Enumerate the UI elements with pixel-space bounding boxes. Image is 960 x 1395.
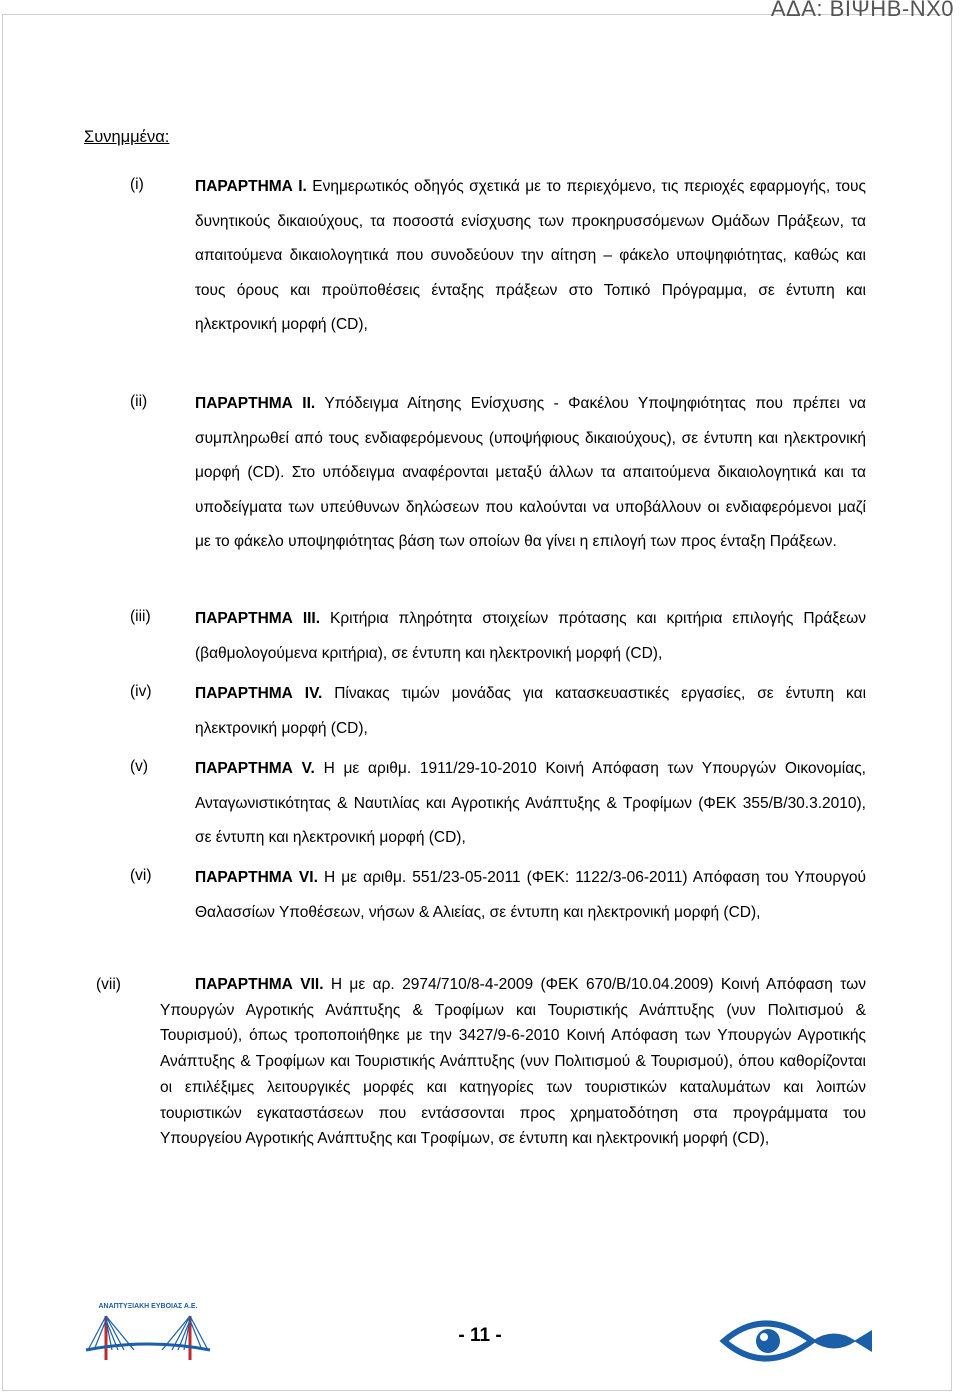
appendix-item-vi: [195, 861, 866, 930]
eye-icon: [724, 1324, 872, 1359]
appendix-description: Πίνακας τιμών μονάδας για κατασκευαστικές εργασίες, σε έντυπη και ηλεκτρονική μορφή (CD),: [195, 685, 867, 737]
logo-text: ΑΝΑΠΤΥΞΙΑΚΗ ΕΥΒΟΙΑΣ Α.Ε.: [98, 1303, 198, 1310]
appendix-item-iii: [195, 602, 866, 671]
item-number-iii: (iii): [130, 608, 151, 625]
item-number-iv: (iv): [130, 683, 152, 700]
appendix-description: Η με αριθμ. 1911/29-10-2010 Κοινή Απόφαση των Υπουργών Οικονομίας, Ανταγωνιστικότητας & Ναυτιλίας και Αγροτικής Ανάπτυξης & Τροφίμων (ΦΕΚ 355/Β/30.3.2010), σε έντυπη και ηλεκτρονική μορφή (CD),: [195, 760, 866, 847]
appendix-label: ΠΑΡΑΡΤΗΜΑ VΙΙ.: [195, 976, 324, 993]
item-number-ii: (ii): [130, 393, 148, 410]
appendix-item-i: [195, 170, 866, 343]
ada-code: ΑΔΑ: ΒΙΨΗΒ-ΝΧ0: [770, 0, 954, 21]
eye-logo: [716, 1308, 874, 1374]
item-number-i: (i): [130, 176, 144, 193]
item-number-vii: (vii): [96, 976, 121, 993]
appendix-label: ΠΑΡΑΡΤΗΜΑ ΙV.: [195, 685, 323, 702]
appendix-description: Κριτήρια πληρότητα στοιχείων πρότασης και κριτήρια επιλογής Πράξεων (βαθμολογούμενα κριτήρια), σε έντυπη και ηλεκτρονική μορφή (CD),: [195, 610, 867, 662]
appendix-item-ii: [195, 387, 866, 560]
item-number-v: (v): [130, 758, 149, 775]
appendix-label: ΠΑΡΑΡΤΗΜΑ VΙ.: [195, 869, 318, 886]
appendix-description: Η με αριθμ. 551/23-05-2011 (ΦΕΚ: 1122/3-06-2011) Απόφαση του Υπουργού Θαλασσίων Υποθέσεων, νήσων & Αλιείας, σε έντυπη και ηλεκτρονική μορφή (CD),: [195, 869, 867, 921]
appendix-item-v: [195, 752, 866, 856]
appendix-description: Ενημερωτικός οδηγός σχετικά με το περιεχόμενο, τις περιοχές εφαρμογής, τους δυνητικούς δικαιούχους, τα ποσοστά ενίσχυσης των προκηρυσσόμενων Ομάδων Πράξεων, τα απαιτούμενα δικαιολογητικά που συνοδεύουν την αίτηση – φάκελο υποψηφιότητας, καθώς και τους όρους και προϋποθέσεις ένταξης πράξεων στο Τοπικό Πρόγραμμα, σε έντυπη και ηλεκτρονική μορφή (CD),: [195, 178, 866, 334]
appendix-item-vii: [160, 972, 866, 1152]
page-number: - 11 -: [458, 1325, 502, 1346]
appendix-description: Η με αρ. 2974/710/8-4-2009 (ΦΕΚ 670/Β/10.04.2009) Κοινή Απόφαση των Υπουργών Αγροτικής Ανάπτυξης & Τροφίμων και Τουριστικής Ανάπτυξης (νυν Πολιτισμού & Τουρισμού), όπως τροποποιήθηκε με την 3427/9-6-2010 Κοινή Απόφαση των Υπουργών Αγροτικής Ανάπτυξης & Τροφίμων και Τουριστικής Ανάπτυξης (νυν Πολιτισμού & Τουρισμού), όπου καθορίζονται οι επιλέξιμες λειτουργικές μορφές και κατηγορίες των τουριστικών καταλυμάτων και λοιπών τουριστικών εγκαταστάσεων που εντάσσονται προς χρηματοδότηση στα προγράμματα του Υπουργείου Αγροτικής Ανάπτυξης και Τροφίμων, σε έντυπη και ηλεκτρονική μορφή (CD),: [160, 976, 866, 1148]
appendix-label: ΠΑΡΑΡΤΗΜΑ ΙΙΙ.: [195, 610, 321, 627]
item-number-vi: (vi): [130, 867, 152, 884]
appendix-label: ΠΑΡΑΡΤΗΜΑ ΙΙ.: [195, 395, 316, 412]
appendix-label: ΠΑΡΑΡΤΗΜΑ Ι.: [195, 178, 307, 195]
appendix-item-iv: [195, 677, 866, 746]
appendix-description: Υπόδειγμα Αίτησης Ενίσχυσης - Φακέλου Υποψηφιότητας που πρέπει να συμπληρωθεί από τους ενδιαφερόμενους (υποψήφιους δικαιούχους), σε έντυπη και ηλεκτρονική μορφή (CD). Στο υπόδειγμα αναφέρονται μεταξύ άλλων τα απαιτούμενα δικαιολογητικά και τα υποδείγματα των υπεύθυνων δηλώσεων που καλούνται να υποβάλλουν οι ενδιαφερόμενοι μαζί με το φάκελο υποψηφιότητας βάση των οποίων θα γίνει η επιλογή των προς ένταξη Πράξεων.: [195, 395, 866, 551]
appendix-label: ΠΑΡΑΡΤΗΜΑ V.: [195, 760, 315, 777]
attachments-title: Συνημμένα:: [84, 128, 170, 146]
